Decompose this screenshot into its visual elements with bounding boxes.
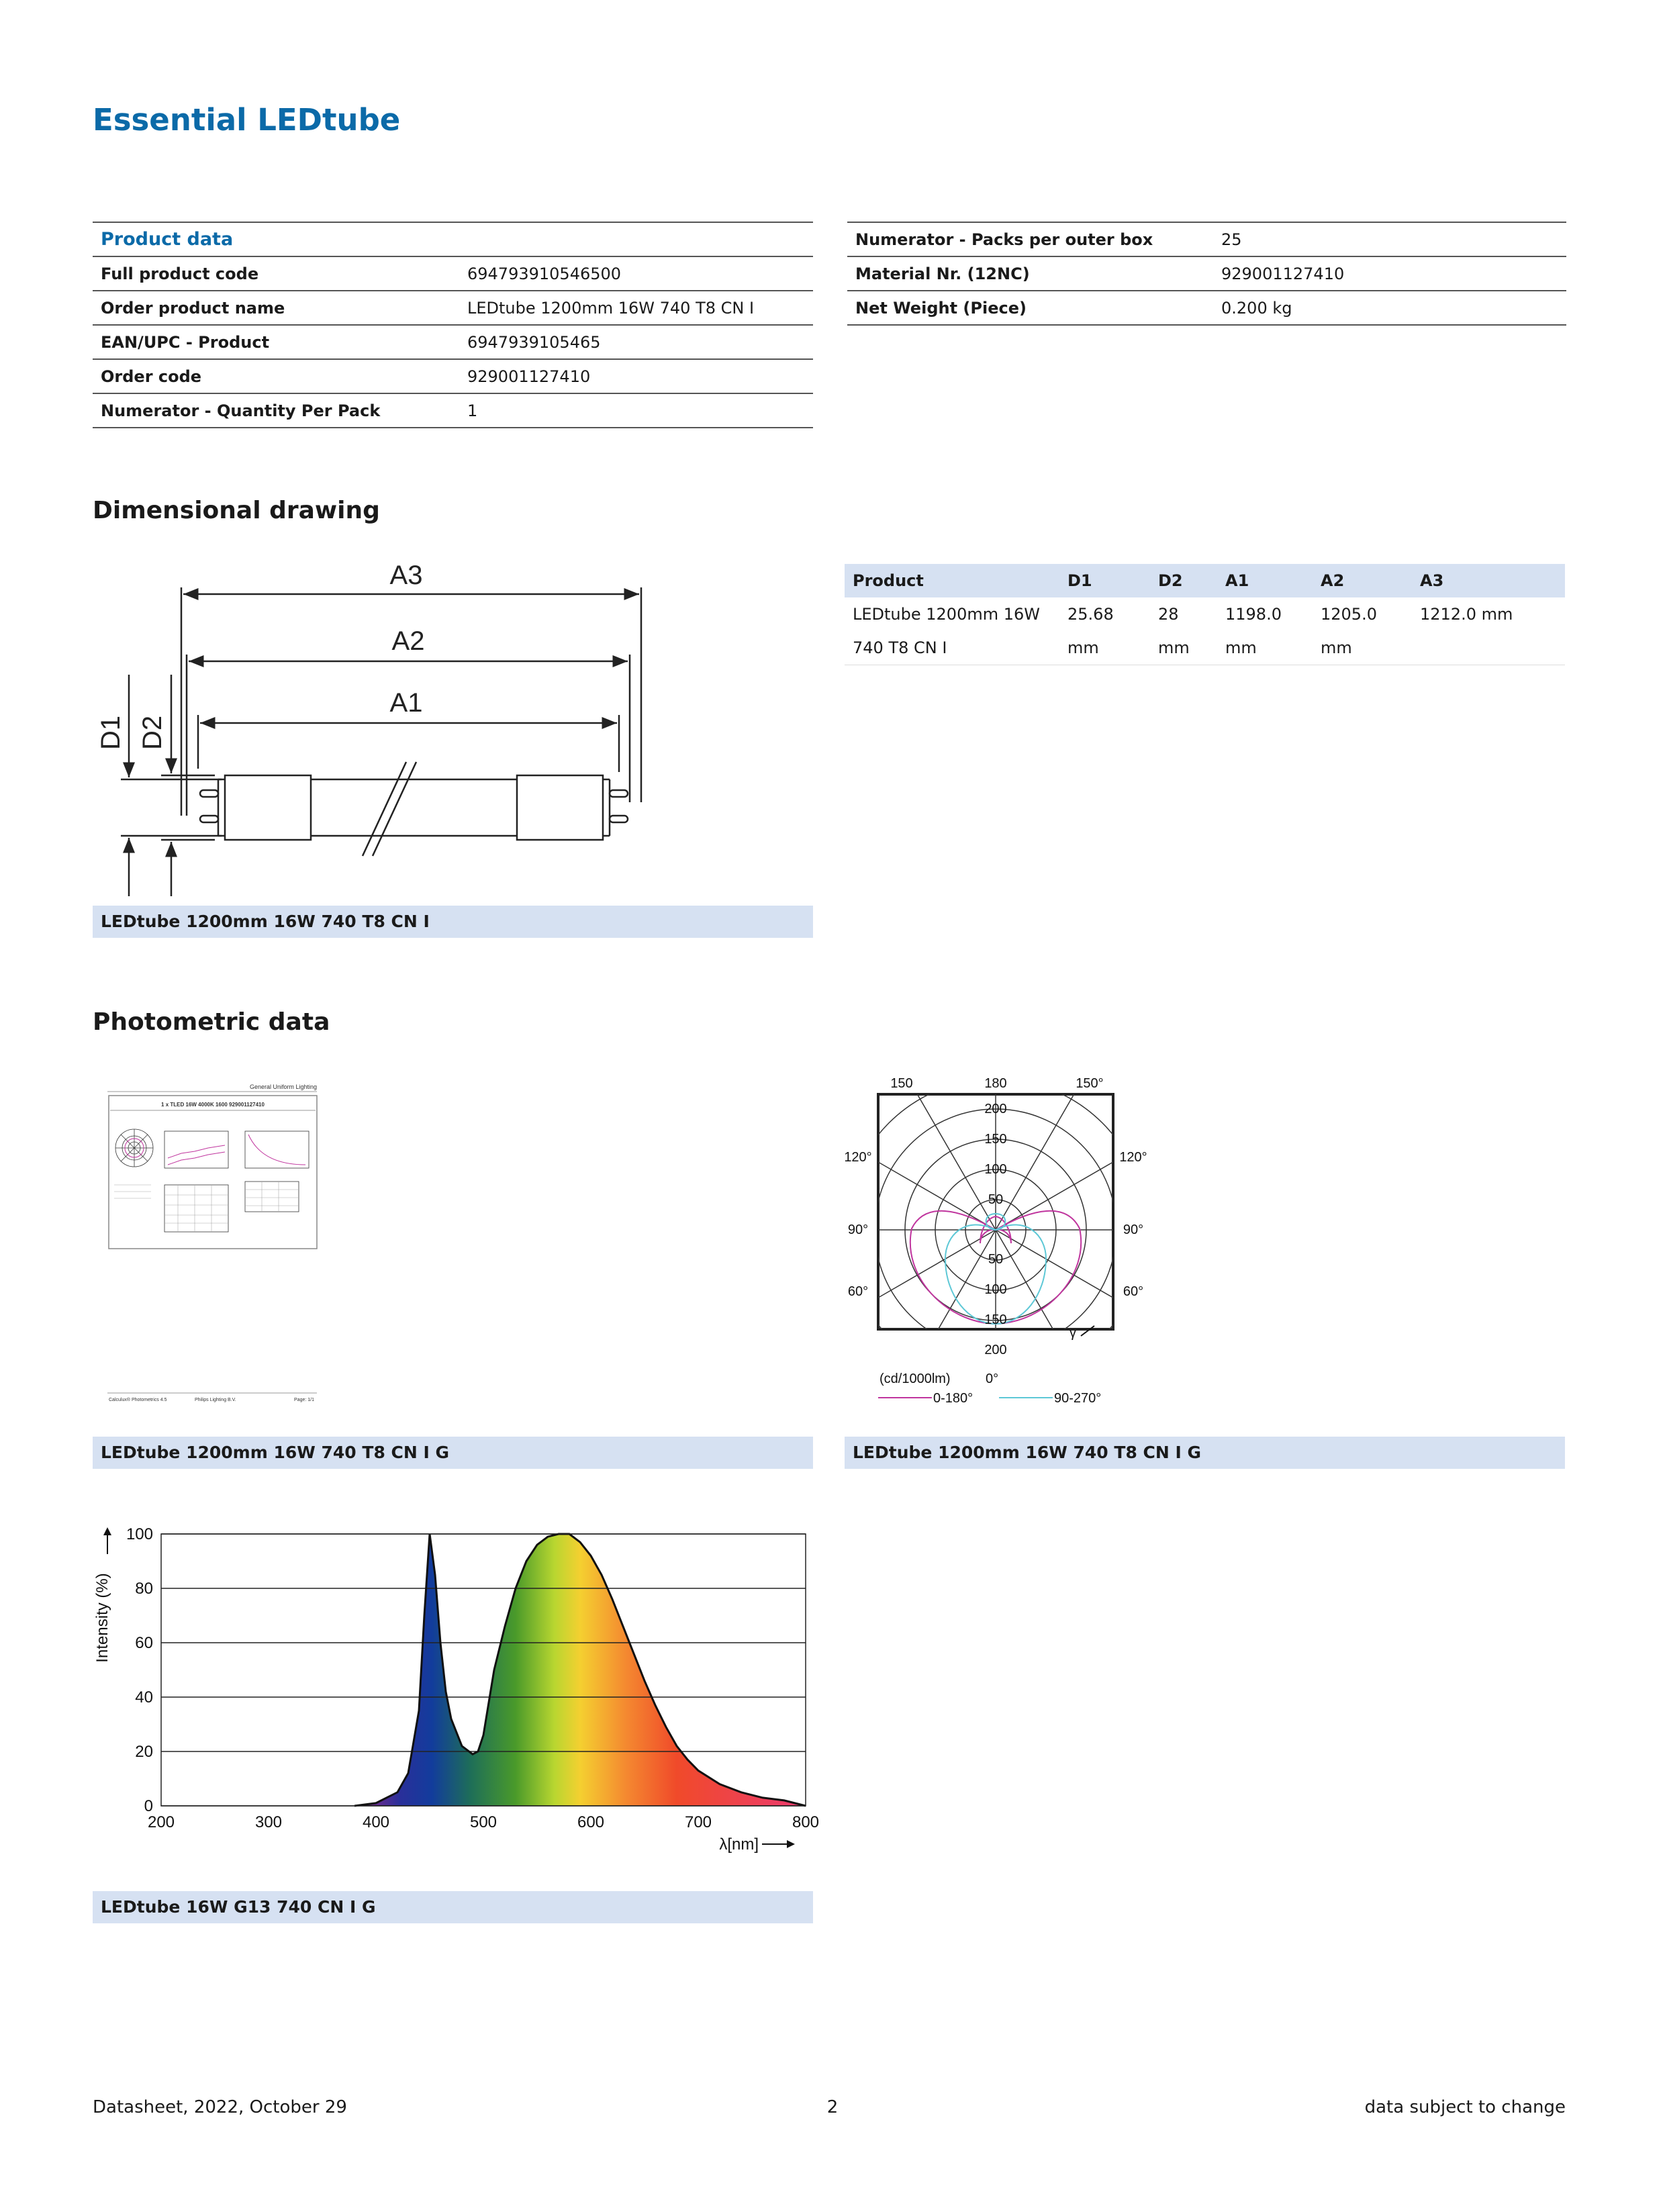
thumb-footer-mid: Philips Lighting B.V. bbox=[195, 1398, 236, 1402]
polar-top-left: 150 bbox=[890, 1076, 913, 1091]
photometric-heading: Photometric data bbox=[93, 1008, 330, 1036]
thumb-footer-right: Page: 1/1 bbox=[294, 1398, 314, 1402]
gamma-label: γ bbox=[1069, 1326, 1076, 1341]
col-header: D2 bbox=[1150, 564, 1217, 597]
polar-left-60: 60° bbox=[847, 1284, 869, 1299]
product-data-header: Product data bbox=[93, 222, 813, 256]
table-row bbox=[93, 256, 813, 291]
product-data-right-table bbox=[847, 222, 1566, 326]
polar-r-50-top: 50 bbox=[988, 1192, 1004, 1207]
x-tick-label: 400 bbox=[362, 1813, 390, 1831]
x-tick-label: 300 bbox=[254, 1813, 283, 1831]
polar-unit: (cd/1000lm) bbox=[879, 1372, 951, 1386]
table-row bbox=[847, 222, 1566, 256]
legend-label-90-270: 90-270° bbox=[1054, 1391, 1102, 1406]
table-row bbox=[93, 359, 813, 393]
footer-left: Datasheet, 2022, October 29 bbox=[93, 2097, 347, 2117]
label-a3: A3 bbox=[389, 561, 423, 590]
dimensional-heading: Dimensional drawing bbox=[93, 497, 380, 524]
y-tick-label: 40 bbox=[135, 1688, 153, 1706]
row-key: Net Weight (Piece) bbox=[847, 291, 1213, 325]
row-value: 929001127410 bbox=[1213, 256, 1566, 291]
col-header: A3 bbox=[1412, 564, 1565, 597]
y-tick-label: 100 bbox=[126, 1525, 153, 1543]
page-title: Essential LEDtube bbox=[93, 102, 401, 138]
table-row bbox=[93, 393, 813, 428]
row-key: Order code bbox=[93, 359, 459, 393]
footer-right: data subject to change bbox=[1364, 2097, 1566, 2117]
col-header: Product bbox=[845, 564, 1059, 597]
table-row bbox=[847, 291, 1566, 325]
col-header: A1 bbox=[1217, 564, 1313, 597]
polar-right-60: 60° bbox=[1123, 1284, 1144, 1299]
label-d2: D2 bbox=[138, 715, 167, 750]
thumb-top-right: General Uniform Lighting bbox=[249, 1084, 317, 1090]
photometric-thumbnail bbox=[101, 1081, 322, 1403]
table-row bbox=[93, 325, 813, 359]
label-d1: D1 bbox=[96, 715, 126, 750]
table-row bbox=[845, 597, 1565, 665]
col-header: D1 bbox=[1059, 564, 1150, 597]
row-key: Material Nr. (12NC) bbox=[847, 256, 1213, 291]
table-header-row bbox=[845, 564, 1565, 597]
cell-a1: 1198.0 mm bbox=[1217, 597, 1313, 665]
footer-page-number: 2 bbox=[826, 2097, 839, 2117]
x-tick-label: 200 bbox=[147, 1813, 175, 1831]
polar-r-200-bottom: 200 bbox=[984, 1343, 1007, 1357]
cell-d1: 25.68 mm bbox=[1059, 597, 1150, 665]
row-value: LEDtube 1200mm 16W 740 T8 CN I bbox=[459, 291, 813, 325]
y-tick-label: 60 bbox=[135, 1634, 153, 1652]
polar-zero: 0° bbox=[986, 1372, 999, 1386]
polar-right-90: 90° bbox=[1123, 1222, 1144, 1237]
cell-a3: 1212.0 mm bbox=[1412, 597, 1565, 665]
y-tick-label: 20 bbox=[135, 1743, 153, 1761]
polar-r-150-top: 150 bbox=[984, 1132, 1007, 1147]
row-key: Numerator - Quantity Per Pack bbox=[93, 393, 459, 428]
polar-right-120: 120° bbox=[1119, 1150, 1147, 1165]
row-value: 6947939105465 bbox=[459, 325, 813, 359]
polar-top-right: 150° bbox=[1076, 1076, 1104, 1091]
x-tick-label: 500 bbox=[469, 1813, 497, 1831]
row-value: 25 bbox=[1213, 222, 1566, 256]
label-a2: A2 bbox=[391, 626, 425, 656]
photometric-caption-right: LEDtube 1200mm 16W 740 T8 CN I G bbox=[845, 1437, 1565, 1469]
x-axis-label: λ[nm] bbox=[719, 1835, 759, 1854]
polar-left-90: 90° bbox=[847, 1222, 869, 1237]
dimensional-caption: LEDtube 1200mm 16W 740 T8 CN I bbox=[93, 906, 813, 938]
row-value: 0.200 kg bbox=[1213, 291, 1566, 325]
row-key: Full product code bbox=[93, 256, 459, 291]
polar-left-120: 120° bbox=[844, 1150, 872, 1165]
y-tick-label: 0 bbox=[144, 1797, 153, 1815]
row-key: Order product name bbox=[93, 291, 459, 325]
polar-r-100-top: 100 bbox=[984, 1162, 1007, 1177]
table-row bbox=[93, 291, 813, 325]
row-key: EAN/UPC - Product bbox=[93, 325, 459, 359]
photometric-caption-left: LEDtube 1200mm 16W 740 T8 CN I G bbox=[93, 1437, 813, 1469]
polar-r-50-bottom: 50 bbox=[988, 1252, 1004, 1267]
spectrum-caption: LEDtube 16W G13 740 CN I G bbox=[93, 1891, 813, 1923]
polar-r-100-bottom: 100 bbox=[984, 1282, 1007, 1297]
dimensions-table bbox=[845, 564, 1565, 665]
thumb-title: 1 x TLED 16W 4000K 1600 929001127410 bbox=[161, 1102, 265, 1108]
row-value: 1 bbox=[459, 393, 813, 428]
label-a1: A1 bbox=[389, 688, 423, 718]
x-tick-label: 700 bbox=[684, 1813, 712, 1831]
thumb-footer-left: Calculux® Photometrics 4.5 bbox=[109, 1398, 167, 1402]
x-tick-label: 600 bbox=[577, 1813, 605, 1831]
legend-label-0-180: 0-180° bbox=[933, 1391, 973, 1406]
y-axis-label: Intensity (%) bbox=[93, 1573, 111, 1663]
cell-d2: 28 mm bbox=[1150, 597, 1217, 665]
cell-product: LEDtube 1200mm 16W 740 T8 CN I bbox=[845, 597, 1059, 665]
table-row bbox=[847, 256, 1566, 291]
dimensional-drawing bbox=[87, 554, 658, 903]
spectrum-chart bbox=[87, 1521, 819, 1856]
row-value: 694793910546500 bbox=[459, 256, 813, 291]
polar-top-center: 180 bbox=[984, 1076, 1007, 1091]
y-tick-label: 80 bbox=[135, 1580, 153, 1598]
col-header: A2 bbox=[1313, 564, 1412, 597]
cell-a2: 1205.0 mm bbox=[1313, 597, 1412, 665]
x-tick-label: 800 bbox=[792, 1813, 819, 1831]
product-data-table bbox=[93, 222, 813, 428]
polar-r-200-top: 200 bbox=[984, 1102, 1007, 1116]
polar-diagram bbox=[831, 1074, 1153, 1423]
row-key: Numerator - Packs per outer box bbox=[847, 222, 1213, 256]
row-value: 929001127410 bbox=[459, 359, 813, 393]
polar-r-150-bottom: 150 bbox=[984, 1312, 1007, 1327]
